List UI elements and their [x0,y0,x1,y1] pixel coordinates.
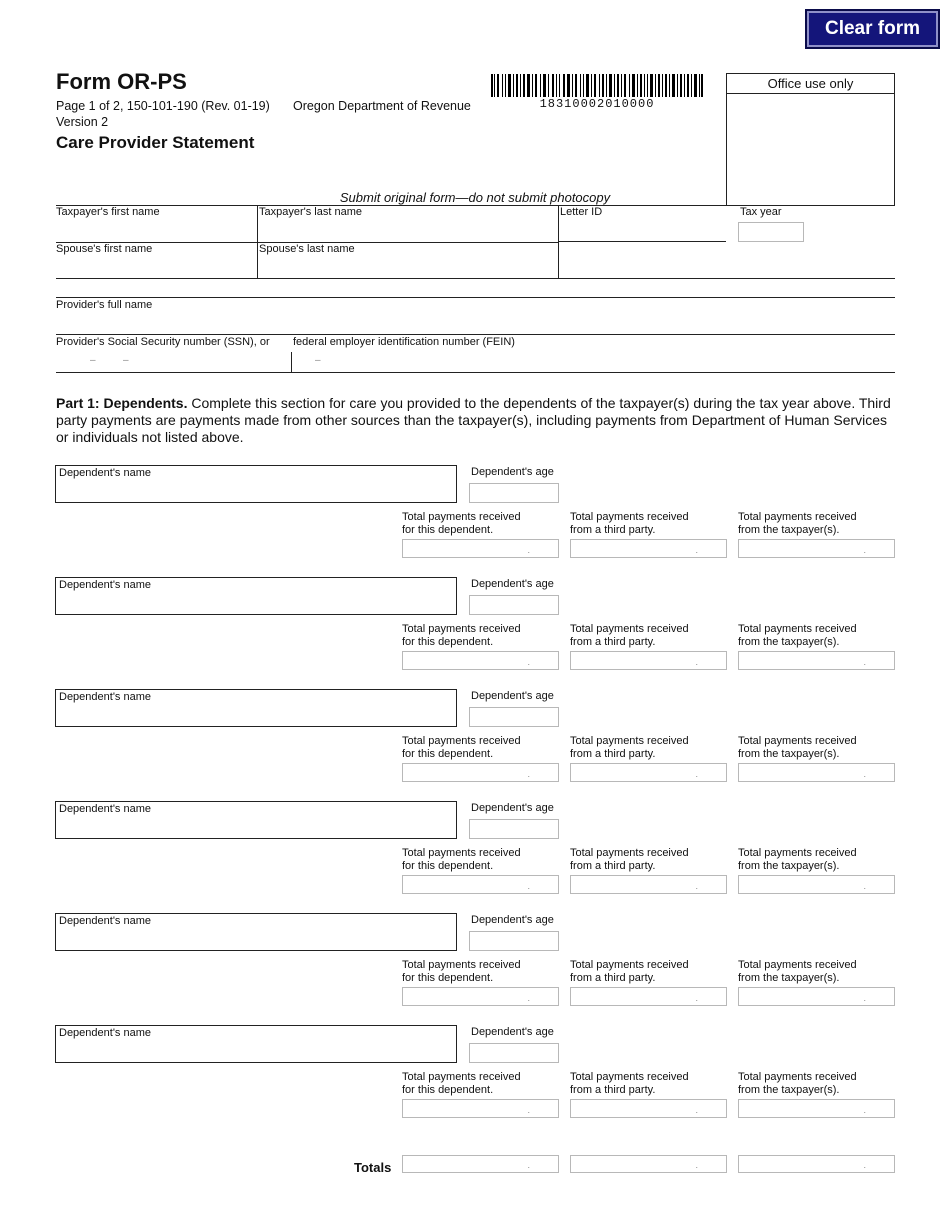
ssn-dash: – [90,355,96,366]
cents-separator: . [527,657,530,667]
total-payments-dependent-label: Total payments received [402,735,521,747]
third-party-payments-input[interactable] [570,875,727,894]
taxpayer-payments-input[interactable] [738,875,895,894]
third-party-payments-label: from a third party. [570,748,656,760]
third-party-payments-label: Total payments received [570,959,689,971]
taxpayer-payments-total-input[interactable] [738,1155,895,1173]
cents-separator: . [527,545,530,555]
third-party-payments-input[interactable] [570,539,727,558]
total-payments-total-input[interactable] [402,1155,559,1173]
total-payments-dependent-label: for this dependent. [402,524,494,536]
divider [56,278,895,279]
dependent-name-label: Dependent's name [59,691,151,703]
dependent-age-input[interactable] [469,483,559,503]
dependent-name-label: Dependent's name [59,803,151,815]
dependent-age-input[interactable] [469,707,559,727]
divider [56,297,895,298]
total-payments-dependent-label: for this dependent. [402,1084,494,1096]
total-payments-dependent-label: Total payments received [402,959,521,971]
dependent-name-label: Dependent's name [59,579,151,591]
cents-separator: . [695,993,698,1003]
part1-instructions [56,395,896,446]
taxpayer-first-name-input[interactable] [58,220,254,240]
total-payments-dependent-label: for this dependent. [402,748,494,760]
third-party-payments-label: Total payments received [570,511,689,523]
cents-separator: . [863,1160,866,1170]
dependent-age-input[interactable] [469,819,559,839]
taxpayer-last-name-label: Taxpayer's last name [259,206,362,218]
taxpayer-payments-input[interactable] [738,763,895,782]
cents-separator: . [695,1105,698,1115]
fein-dash: – [315,355,321,366]
provider-ssn-label: Provider's Social Security number (SSN), or [56,336,270,348]
letter-id-label: Letter ID [560,206,603,218]
cents-separator: . [863,657,866,667]
taxpayer-payments-label: from the taxpayer(s). [738,1084,840,1096]
dependent-name-input[interactable] [55,801,457,839]
cents-separator: . [863,881,866,891]
taxpayer-payments-label: from the taxpayer(s). [738,524,840,536]
dependent-name-label: Dependent's name [59,915,151,927]
totals-label: Totals [354,1160,392,1175]
taxpayer-payments-input[interactable] [738,539,895,558]
taxpayer-payments-label: Total payments received [738,511,857,523]
office-use-box [726,73,895,206]
dependent-age-label: Dependent's age [471,690,554,702]
cents-separator: . [695,657,698,667]
cents-separator: . [863,545,866,555]
third-party-payments-label: from a third party. [570,972,656,984]
spouse-last-name-input[interactable] [260,257,555,276]
cents-separator: . [863,1105,866,1115]
cents-separator: . [527,993,530,1003]
cents-separator: . [527,881,530,891]
total-payments-dependent-input[interactable] [402,539,559,558]
taxpayer-payments-label: Total payments received [738,735,857,747]
third-party-payments-label: from a third party. [570,524,656,536]
dependent-name-input[interactable] [55,577,457,615]
total-payments-dependent-input[interactable] [402,875,559,894]
total-payments-dependent-input[interactable] [402,987,559,1006]
cents-separator: . [527,769,530,779]
total-payments-dependent-input[interactable] [402,651,559,670]
submit-note: Submit original form—do not submit photocopy [339,190,611,205]
third-party-payments-input[interactable] [570,1099,727,1118]
cents-separator: . [527,1160,530,1170]
dependent-name-input[interactable] [55,465,457,503]
total-payments-dependent-label: Total payments received [402,847,521,859]
total-payments-dependent-label: Total payments received [402,511,521,523]
taxpayer-payments-input[interactable] [738,987,895,1006]
third-party-payments-input[interactable] [570,987,727,1006]
barcode-number: 18310002010000 [539,97,655,111]
taxpayer-payments-label: Total payments received [738,623,857,635]
third-party-payments-label: from a third party. [570,636,656,648]
third-party-payments-label: Total payments received [570,735,689,747]
taxpayer-payments-input[interactable] [738,1099,895,1118]
taxpayer-payments-input[interactable] [738,651,895,670]
cents-separator: . [863,769,866,779]
dependent-name-label: Dependent's name [59,467,151,479]
taxpayer-first-name-label: Taxpayer's first name [56,206,160,218]
tax-year-input[interactable] [738,222,804,242]
total-payments-dependent-label: for this dependent. [402,636,494,648]
cents-separator: . [695,545,698,555]
taxpayer-payments-label: Total payments received [738,847,857,859]
spouse-first-name-input[interactable] [58,257,254,276]
agency-name: Oregon Department of Revenue [293,99,471,113]
taxpayer-last-name-input[interactable] [260,220,555,240]
third-party-payments-label: from a third party. [570,860,656,872]
third-party-payments-label: Total payments received [570,1071,689,1083]
dependent-age-label: Dependent's age [471,802,554,814]
spouse-last-name-label: Spouse's last name [259,243,355,255]
office-use-label: Office use only [727,74,894,94]
divider [56,334,895,335]
divider [56,372,895,373]
clear-form-button[interactable]: Clear form [805,9,940,49]
dependent-age-label: Dependent's age [471,466,554,478]
part1-text: Complete this section for care you provided to the dependents of the taxpayer(s) during the tax year above. Third party payments are payments made from other sources than the taxpayer(s), including payments from Department of Human Services or individuals not listed above. [56,395,891,445]
provider-name-input[interactable] [58,313,892,332]
part1-title: Part 1: Dependents. [56,395,188,411]
total-payments-dependent-input[interactable] [402,1099,559,1118]
dependent-age-input[interactable] [469,1043,559,1063]
total-payments-dependent-input[interactable] [402,763,559,782]
dependent-name-label: Dependent's name [59,1027,151,1039]
tax-year-label: Tax year [740,206,782,218]
third-party-payments-label: from a third party. [570,1084,656,1096]
taxpayer-payments-label: from the taxpayer(s). [738,860,840,872]
cents-separator: . [695,769,698,779]
letter-id-input[interactable] [561,220,723,239]
total-payments-dependent-label: for this dependent. [402,860,494,872]
dependent-age-label: Dependent's age [471,1026,554,1038]
divider [558,241,726,242]
dependent-name-input[interactable] [55,913,457,951]
taxpayer-payments-label: Total payments received [738,959,857,971]
dependent-age-input[interactable] [469,595,559,615]
taxpayer-payments-label: Total payments received [738,1071,857,1083]
total-payments-dependent-label: for this dependent. [402,972,494,984]
third-party-payments-label: Total payments received [570,847,689,859]
version: Version 2 [56,115,109,129]
dependent-name-input[interactable] [55,689,457,727]
spouse-first-name-label: Spouse's first name [56,243,153,255]
taxpayer-payments-label: from the taxpayer(s). [738,748,840,760]
cents-separator: . [527,1105,530,1115]
provider-fein-input[interactable] [295,351,892,370]
dependent-age-label: Dependent's age [471,914,554,926]
taxpayer-payments-label: from the taxpayer(s). [738,972,840,984]
dependent-age-label: Dependent's age [471,578,554,590]
third-party-total-input[interactable] [570,1155,727,1173]
total-payments-dependent-label: Total payments received [402,1071,521,1083]
cents-separator: . [695,881,698,891]
dependent-name-input[interactable] [55,1025,457,1063]
form-heading: Care Provider Statement [56,133,255,152]
cents-separator: . [695,1160,698,1170]
provider-fein-label: federal employer identification number (FEIN) [293,336,515,348]
divider [558,205,559,279]
total-payments-dependent-label: Total payments received [402,623,521,635]
taxpayer-payments-label: from the taxpayer(s). [738,636,840,648]
third-party-payments-input[interactable] [570,651,727,670]
barcode-image [491,74,703,97]
cents-separator: . [863,993,866,1003]
third-party-payments-input[interactable] [570,763,727,782]
page-info: Page 1 of 2, 150-101-190 (Rev. 01-19) [56,99,270,113]
divider [291,352,292,372]
form-title: Form OR-PS [56,69,187,94]
provider-name-label: Provider's full name [56,299,153,311]
third-party-payments-label: Total payments received [570,623,689,635]
ssn-dash: – [123,355,129,366]
dependent-age-input[interactable] [469,931,559,951]
